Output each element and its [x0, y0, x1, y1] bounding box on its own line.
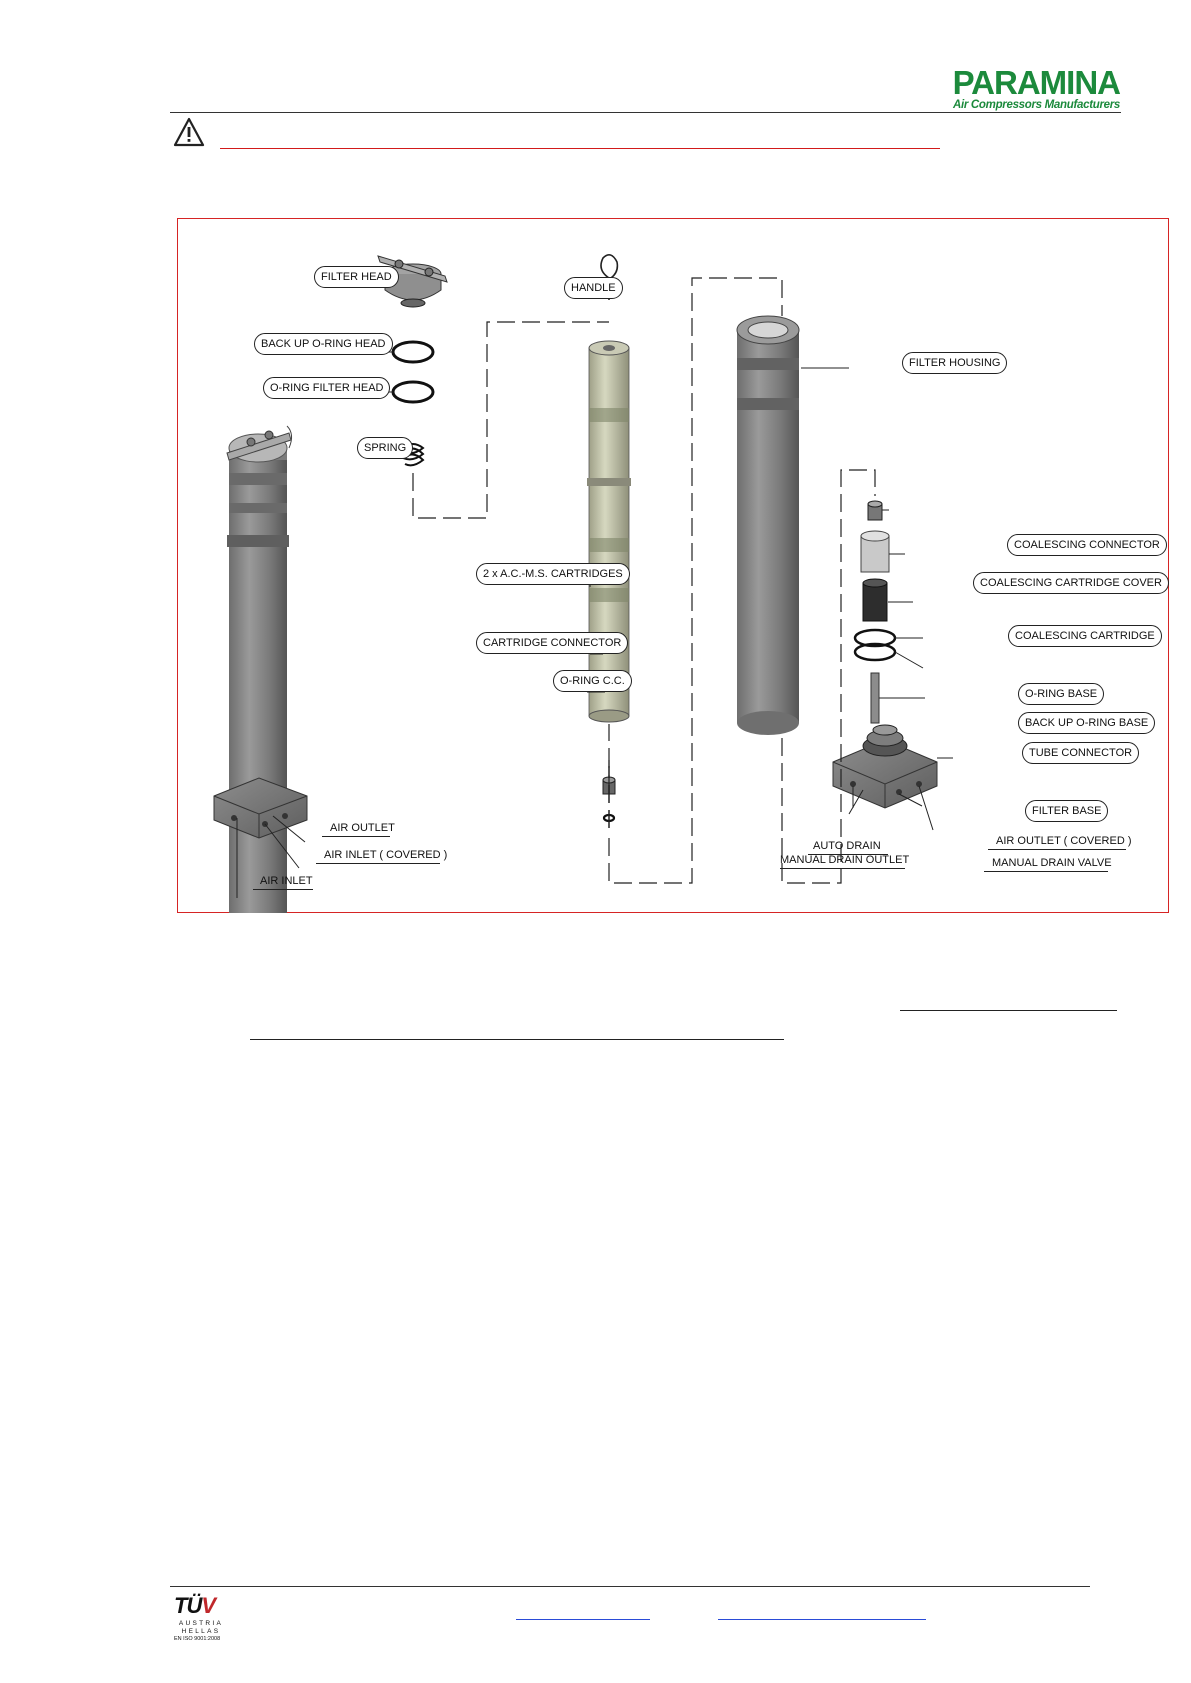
filter-exploded-drawing — [177, 218, 1169, 913]
body-underline-1 — [900, 1010, 1117, 1011]
label-oring-base: O-RING BASE — [1018, 683, 1104, 705]
footer-divider — [170, 1586, 1090, 1587]
footer-link-1-underline[interactable] — [516, 1619, 650, 1620]
label-manual-drain-valve-underline — [984, 871, 1108, 872]
label-spring: SPRING — [357, 437, 413, 459]
label-handle: HANDLE — [564, 277, 623, 299]
filter-base-part — [833, 725, 937, 808]
label-coalescing-connector: COALESCING CONNECTOR — [1007, 534, 1167, 556]
certification-country: AUSTRIA HELLAS — [178, 1620, 224, 1635]
cartridge-stack — [587, 341, 631, 722]
assembled-filter — [214, 426, 307, 913]
label-coalescing-cartridge: COALESCING CARTRIDGE — [1008, 625, 1162, 647]
coalescing-parts — [855, 501, 895, 723]
certification-iso: EN ISO 9001:2008 — [174, 1636, 221, 1642]
label-back-up-oring-head: BACK UP O-RING HEAD — [254, 333, 393, 355]
label-air-outlet-covered-underline — [988, 849, 1126, 850]
header-divider — [170, 112, 1121, 113]
label-air-outlet-underline — [322, 836, 390, 837]
warning-triangle-icon — [173, 117, 205, 147]
label-air-inlet-covered-underline — [316, 863, 440, 864]
label-air-outlet: AIR OUTLET — [330, 822, 395, 834]
label-manual-drain-outlet-underline — [780, 868, 905, 869]
label-air-inlet-covered: AIR INLET ( COVERED ) — [324, 849, 448, 861]
brand-tagline: Air Compressors Manufacturers — [952, 99, 1120, 111]
label-air-inlet-underline — [253, 889, 313, 890]
label-cartridge-connector: CARTRIDGE CONNECTOR — [476, 632, 628, 654]
footer-link-2-underline[interactable] — [718, 1619, 926, 1620]
label-oring-cc: O-RING C.C. — [553, 670, 632, 692]
label-auto-drain: AUTO DRAIN — [813, 840, 881, 852]
label-air-inlet: AIR INLET — [260, 875, 313, 887]
warning-underline — [220, 148, 940, 149]
label-filter-head: FILTER HEAD — [314, 266, 399, 288]
filter-housing-part — [737, 316, 799, 735]
label-back-up-oring-base: BACK UP O-RING BASE — [1018, 712, 1155, 734]
label-manual-drain-outlet: MANUAL DRAIN OUTLET — [780, 854, 910, 866]
label-filter-housing: FILTER HOUSING — [902, 352, 1007, 374]
label-filter-base: FILTER BASE — [1025, 800, 1108, 822]
label-oring-filter-head: O-RING FILTER HEAD — [263, 377, 390, 399]
label-air-outlet-covered: AIR OUTLET ( COVERED ) — [996, 835, 1132, 847]
certification-logo: TÜV — [174, 1593, 216, 1618]
label-manual-drain-valve: MANUAL DRAIN VALVE — [992, 857, 1112, 869]
label-cartridges: 2 x A.C.-M.S. CARTRIDGES — [476, 563, 630, 585]
body-underline-2 — [250, 1039, 784, 1040]
brand-logo: PARAMINA — [952, 64, 1120, 101]
label-tube-connector: TUBE CONNECTOR — [1022, 742, 1139, 764]
label-coalescing-cartridge-cover: COALESCING CARTRIDGE COVER — [973, 572, 1169, 594]
